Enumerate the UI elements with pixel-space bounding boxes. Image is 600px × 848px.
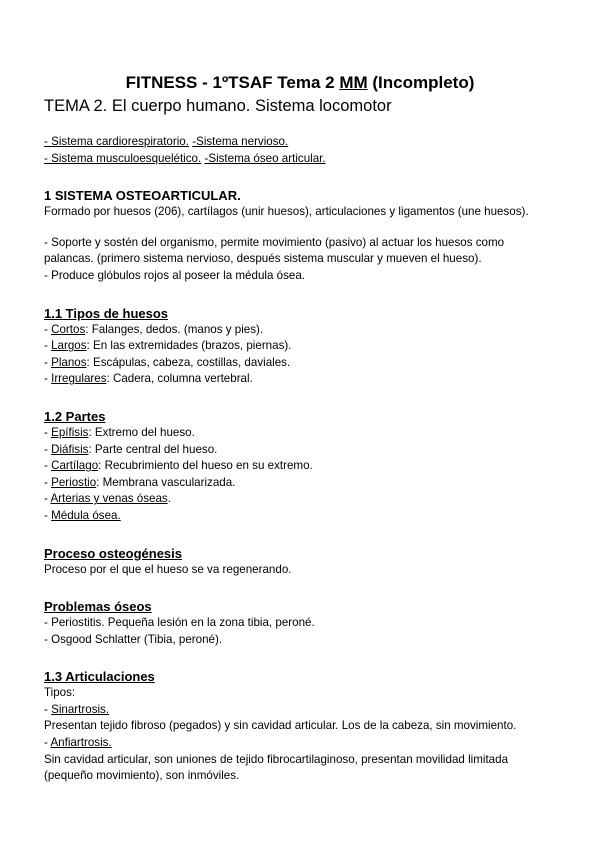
spacer: [44, 167, 564, 187]
spacer: [44, 525, 564, 545]
list-term: Anfiartrosis.: [50, 736, 112, 750]
list-item: [44, 458, 564, 475]
list-item: [44, 702, 564, 719]
topic-links-row-1: [44, 134, 564, 151]
section-1-p3: - Produce glóbulos rojos al poseer la médula ósea.: [44, 268, 306, 282]
list-dash: -: [44, 492, 51, 506]
title-suffix: (Incompleto): [367, 73, 475, 92]
problemas-line-2: - Osgood Schlatter (Tibia, peroné).: [44, 632, 223, 646]
list-term: Epífisis: [51, 425, 89, 439]
list-item: [44, 442, 564, 459]
list-desc: .: [167, 492, 171, 506]
list-dash: -: [44, 425, 52, 439]
list-item: [44, 491, 564, 508]
spacer: [44, 648, 564, 668]
spacer: [44, 285, 564, 305]
list-term: Cortos: [51, 322, 86, 336]
list-dash: -: [44, 322, 52, 336]
link-cardiorespiratorio[interactable]: - Sistema cardiorespiratorio.: [44, 135, 189, 148]
list-term: Irregulares: [51, 372, 107, 386]
list-desc: : Cadera, columna vertebral.: [106, 372, 253, 386]
problemas-heading: Problemas óseos: [44, 599, 152, 615]
section-1-2-heading: 1.2 Partes: [44, 408, 106, 424]
document-body: [44, 134, 564, 785]
list-dash: -: [44, 372, 52, 386]
list-dash: -: [44, 508, 52, 522]
list-desc: : Recubrimiento del hueso en su extremo.: [98, 459, 313, 473]
topic-links-row-2: [44, 151, 564, 168]
list-term: Sinartrosis.: [51, 702, 110, 716]
link-nervioso[interactable]: -Sistema nervioso.: [192, 135, 289, 148]
list-term: Largos: [51, 339, 87, 353]
list-dash: -: [44, 736, 51, 750]
list-desc: : Falanges, dedos. (manos y pies).: [85, 322, 264, 336]
link-oseo-articular[interactable]: -Sistema óseo articular.: [204, 151, 326, 165]
list-desc: : Parte central del hueso.: [88, 442, 218, 456]
list-term: Médula ósea.: [51, 508, 121, 522]
problemas-line-1: - Periostitis. Pequeña lesión en la zona tibia, peroné.: [44, 616, 315, 630]
list-dash: -: [44, 442, 52, 456]
section-1-3-heading: 1.3 Articulaciones: [44, 669, 155, 685]
list-desc: : Extremo del hueso.: [88, 425, 195, 439]
list-item: [44, 322, 564, 339]
sinartrosis-desc: Presentan tejido fibroso (pegados) y sin cavidad articular. Los de la cabeza, sin movimiento.: [44, 719, 517, 733]
list-desc: : Membrana vascularizada.: [96, 475, 236, 489]
section-1-p2: palancas. (primero sistema nervioso, después sistema muscular y mueven el hueso).: [44, 252, 482, 266]
anfiartrosis-desc-2: (pequeño movimiento), son inmóviles.: [44, 769, 240, 783]
list-desc: : Escápulas, cabeza, costillas, daviales.: [86, 355, 291, 369]
proceso-heading: Proceso osteogénesis: [44, 545, 182, 561]
list-dash: -: [44, 459, 52, 473]
list-term: Periostio: [51, 475, 97, 489]
spacer: [44, 388, 564, 408]
list-item: [44, 425, 564, 442]
title-prefix: FITNESS - 1ºTSAF Tema 2: [125, 73, 340, 92]
list-desc: : En las extremidades (brazos, piernas).: [86, 339, 292, 353]
section-1-intro: Formado por huesos (206), cartílagos (unir huesos), articulaciones y ligamentos (une huesos).: [44, 205, 529, 219]
anfiartrosis-desc-1: Sin cavidad articular, son uniones de tejido fibrocartilaginoso, presentan movilidad limitada: [44, 752, 509, 766]
spacer: [44, 221, 564, 235]
list-item: [44, 355, 564, 372]
section-1-p1: - Soporte y sostén del organismo, permite movimiento (pasivo) al actuar los huesos como: [44, 235, 505, 249]
list-dash: -: [44, 702, 52, 716]
list-item: [44, 508, 564, 525]
document-title: [0, 72, 600, 94]
list-dash: -: [44, 475, 52, 489]
list-dash: -: [44, 339, 52, 353]
proceso-text: Proceso por el que el hueso se va regenerando.: [44, 562, 292, 576]
list-term: Arterias y venas óseas: [50, 492, 168, 506]
list-item: [44, 338, 564, 355]
spacer: [44, 578, 564, 598]
list-item: [44, 475, 564, 492]
link-musculoesqueletico[interactable]: - Sistema musculoesquelético.: [44, 151, 202, 165]
list-item: [44, 735, 564, 752]
list-term: Planos: [51, 355, 87, 369]
list-term: Diáfisis: [51, 442, 89, 456]
section-1-1-heading: 1.1 Tipos de huesos: [44, 305, 169, 321]
document-subtitle: TEMA 2. El cuerpo humano. Sistema locomotor: [44, 97, 392, 115]
tipos-label: Tipos:: [44, 686, 76, 700]
list-item: [44, 371, 564, 388]
section-1-heading: 1 SISTEMA OSTEOARTICULAR.: [44, 188, 241, 204]
list-term: Cartílago: [51, 459, 99, 473]
title-underlined: MM: [339, 73, 368, 92]
list-dash: -: [44, 355, 52, 369]
